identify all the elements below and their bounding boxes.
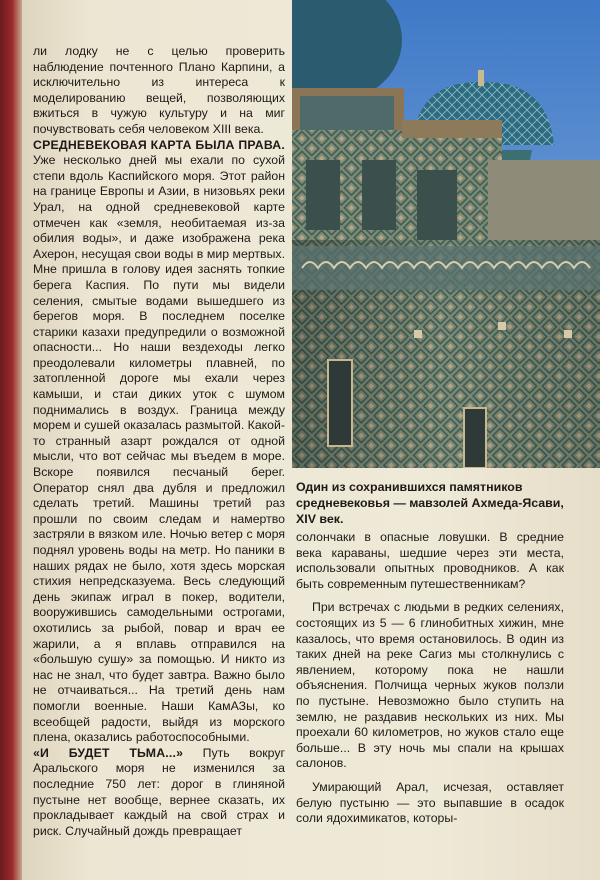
right-paragraph-3: Умирающий Арал, исчезая, оставляет белую пустыню — это выпавшие в осадок соли ядохимикатов, которы- [296,779,564,826]
mausoleum-photo [292,0,600,468]
book-spine [0,0,22,880]
section-1 [33,138,285,746]
intro-paragraph: ли лодку не с целью проверить наблюдение почтенного Плано Карпини, а исключительно из интереса к моделированию вещей, позволяющих вжиться в чужую культуру и на миг почувствовать себя человеком XIII века. [33,44,285,136]
section-1-heading: СРЕДНЕВЕКОВАЯ КАРТА БЫЛА ПРАВА. [33,137,285,152]
section-1-text: Уже несколько дней мы ехали по сухой степи вдоль Каспийского моря. Этот район на границе Европы и Азии, в низовьях реки Урал, на одной средневековой карте отмечен как «земля, необитаемая из-за обилия воды», и даже изображена река Ахерон, несущая свои воды в мир мертвых. Мне пришла в голову идея заснять топкие берега Каспия. По пути мы видели селения, смытые водами вышедшего из берегов моря. В последнем поселке старики казахи предупредили о возможной опасности... Но наши вездеходы легко преодолевали километры плавней, по затопленной дороге мы ехали через камыши, и стаи диких уток с шумом поднимались в воздух. Граница между морем и сушей оказалась размытой. Какой-то странный азарт рождался от одной мысли, что вот сейчас мы въедем в море. Вскоре появился песчаный берег. Оператор снял два дубля и предложил сделать третий. Машины третий раз прошли по своим следам и намертво застряли в вязком иле. Ночью ветер с моря поднял уровень воды на метр. Но паники в наших рядах не было, хотя здесь морская стихия непредсказуема. Весь следующий день экипаж играл в покер, водители, вооружившись самодельными острогами, охотились за рыбой, повар и врач ее жарили, а я вплавь отправился на «большую сушу» за помощью. И никто из нас не знал, что будет завтра. Важно было не отчаиваться... На третий день нам помогли военные. Наши КамАЗы, ко всеобщей радости, выйдя из морского плена, оказались работоспособными. [33,153,285,745]
left-column [33,44,285,839]
mausoleum-illustration [292,0,600,468]
right-paragraph-2: При встречах с людьми в редких селениях, состоящих из 5 — 6 глинобитных хижин, мне казалось, что время остановилось. В один из таких дней на реке Сагиз мы столкнулись с явлением, которому пока не нашли объяснения. Полчища черных жуков ползли по пустыне. Невозможно было ступить на землю, не раздавив нескольких из них. Мы проехали 60 километров, но жуков стало еще больше... В эту ночь мы спали на крышах салонов. [296,600,564,771]
section-2-heading: «И БУДЕТ ТЬМА...» [33,745,184,760]
photo-caption: Один из сохранившихся памятников средневековья — мавзолей Ахмеда-Ясави, XIV век. [296,480,564,526]
right-paragraph-1: солончаки в опасные ловушки. В средние века караваны, шедшие через эти места, использовали опытных проводников. А как быть современным путешественникам? [296,530,564,591]
section-2 [33,746,285,840]
right-column [296,530,564,835]
section-2-text: Путь вокруг Аральского моря не изменился за последние 750 лет: дорог в глиняной пустыне нет вообще, вернее сказать, их прокладывает каждый на свой страх и риск. Случайный дождь превращает [33,745,286,838]
